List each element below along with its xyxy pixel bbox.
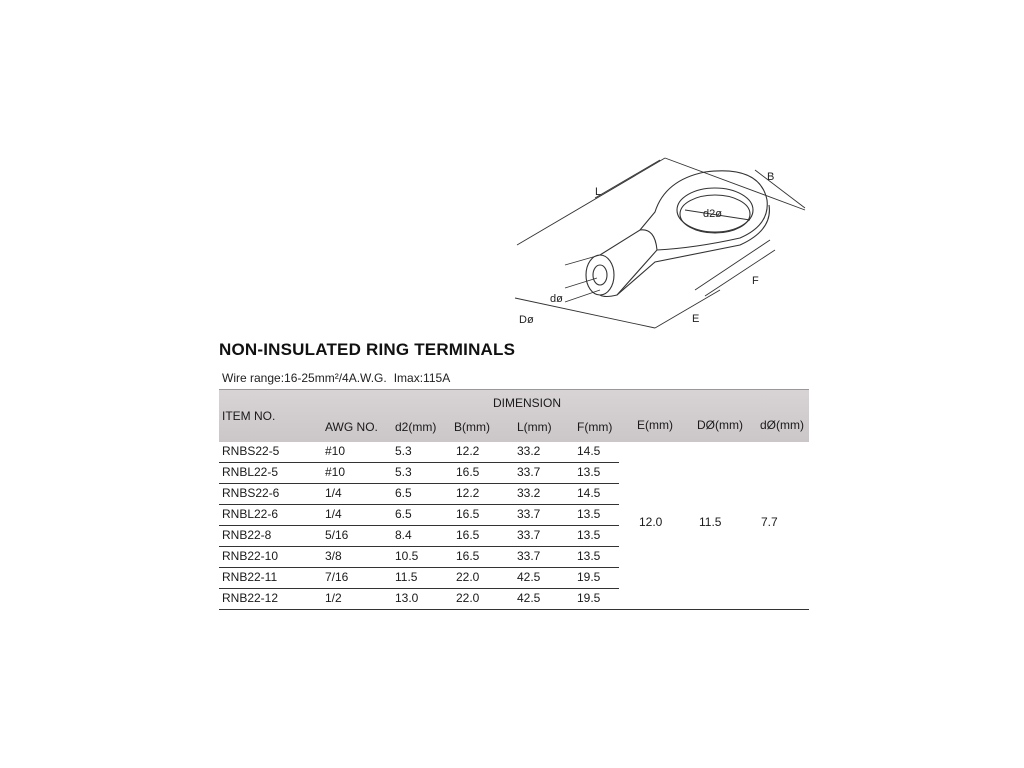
- ring-terminal-diagram: [505, 150, 815, 340]
- header-d: dØ(mm): [760, 418, 804, 432]
- cell-l: 33.2: [517, 486, 541, 500]
- cell-l: 42.5: [517, 591, 541, 605]
- cell-e-common: 12.0: [639, 515, 663, 529]
- header-D: DØ(mm): [697, 418, 743, 432]
- table-row: [219, 546, 619, 568]
- table-row: [219, 567, 619, 589]
- cell-item: RNBL22-5: [222, 465, 279, 479]
- cell-b: 16.5: [456, 465, 480, 479]
- cell-b: 22.0: [456, 570, 480, 584]
- cell-l: 33.7: [517, 507, 541, 521]
- cell-d2: 8.4: [395, 528, 412, 542]
- header-awg: AWG NO.: [325, 420, 378, 434]
- header-e: E(mm): [637, 418, 673, 432]
- label-F: F: [752, 275, 759, 287]
- header-f: F(mm): [577, 420, 613, 434]
- cell-d2: 11.5: [395, 570, 418, 584]
- cell-d2: 13.0: [395, 591, 419, 605]
- header-dimension: DIMENSION: [493, 396, 562, 410]
- label-d: dø: [550, 293, 563, 305]
- cell-item: RNBS22-5: [222, 444, 280, 458]
- table-row: [219, 588, 619, 609]
- label-B: B: [767, 171, 775, 183]
- specs-line: [222, 371, 450, 385]
- table-row: [219, 504, 619, 526]
- page-title: NON-INSULATED RING TERMINALS: [219, 340, 516, 359]
- cell-awg: 3/8: [325, 549, 342, 563]
- table-row: [219, 462, 619, 484]
- table-header: [219, 389, 809, 442]
- cell-d2: 10.5: [395, 549, 419, 563]
- cell-d-common: 7.7: [761, 515, 778, 529]
- header-l: L(mm): [517, 420, 552, 434]
- cell-d2: 5.3: [395, 465, 412, 479]
- cell-awg: 1/2: [325, 591, 342, 605]
- cell-f: 19.5: [577, 591, 601, 605]
- table-bottom-rule: [219, 609, 809, 610]
- cell-d2: 6.5: [395, 486, 412, 500]
- cell-item: RNBS22-6: [222, 486, 280, 500]
- cell-l: 33.7: [517, 465, 541, 479]
- cell-b: 22.0: [456, 591, 480, 605]
- cell-awg: 5/16: [325, 528, 349, 542]
- table-row: [219, 525, 619, 547]
- table-row: [219, 441, 619, 463]
- cell-f: 13.5: [577, 549, 601, 563]
- wire-range: Wire range:16-25mm²/4A.W.G.: [222, 371, 387, 385]
- cell-f: 13.5: [577, 528, 601, 542]
- cell-l: 33.2: [517, 444, 541, 458]
- label-E: E: [692, 313, 700, 325]
- cell-b: 16.5: [456, 549, 480, 563]
- imax: Imax:115A: [393, 371, 451, 385]
- label-D: Dø: [519, 314, 534, 326]
- cell-f: 14.5: [577, 444, 601, 458]
- cell-l: 42.5: [517, 570, 541, 584]
- cell-D-common: 11.5: [699, 515, 722, 529]
- cell-b: 12.2: [456, 486, 480, 500]
- cell-item: RNB22-8: [222, 528, 272, 542]
- cell-item: RNBL22-6: [222, 507, 279, 521]
- cell-d2: 6.5: [395, 507, 412, 521]
- header-item-no: ITEM NO.: [222, 409, 276, 423]
- cell-f: 14.5: [577, 486, 601, 500]
- cell-d2: 5.3: [395, 444, 412, 458]
- header-d2: d2(mm): [395, 420, 437, 434]
- cell-b: 16.5: [456, 528, 480, 542]
- cell-item: RNB22-10: [222, 549, 279, 563]
- cell-l: 33.7: [517, 528, 541, 542]
- cell-item: RNB22-12: [222, 591, 279, 605]
- cell-f: 13.5: [577, 465, 601, 479]
- cell-awg: #10: [325, 465, 346, 479]
- table-row: [219, 483, 619, 505]
- cell-f: 13.5: [577, 507, 601, 521]
- cell-b: 16.5: [456, 507, 480, 521]
- cell-b: 12.2: [456, 444, 480, 458]
- cell-l: 33.7: [517, 549, 541, 563]
- cell-f: 19.5: [577, 570, 601, 584]
- cell-awg: 1/4: [325, 486, 342, 500]
- cell-awg: 1/4: [325, 507, 342, 521]
- label-L: L: [595, 186, 602, 198]
- header-b: B(mm): [454, 420, 490, 434]
- cell-item: RNB22-11: [222, 570, 278, 584]
- cell-awg: 7/16: [325, 570, 349, 584]
- cell-awg: #10: [325, 444, 346, 458]
- label-d2: d2ø: [703, 208, 722, 220]
